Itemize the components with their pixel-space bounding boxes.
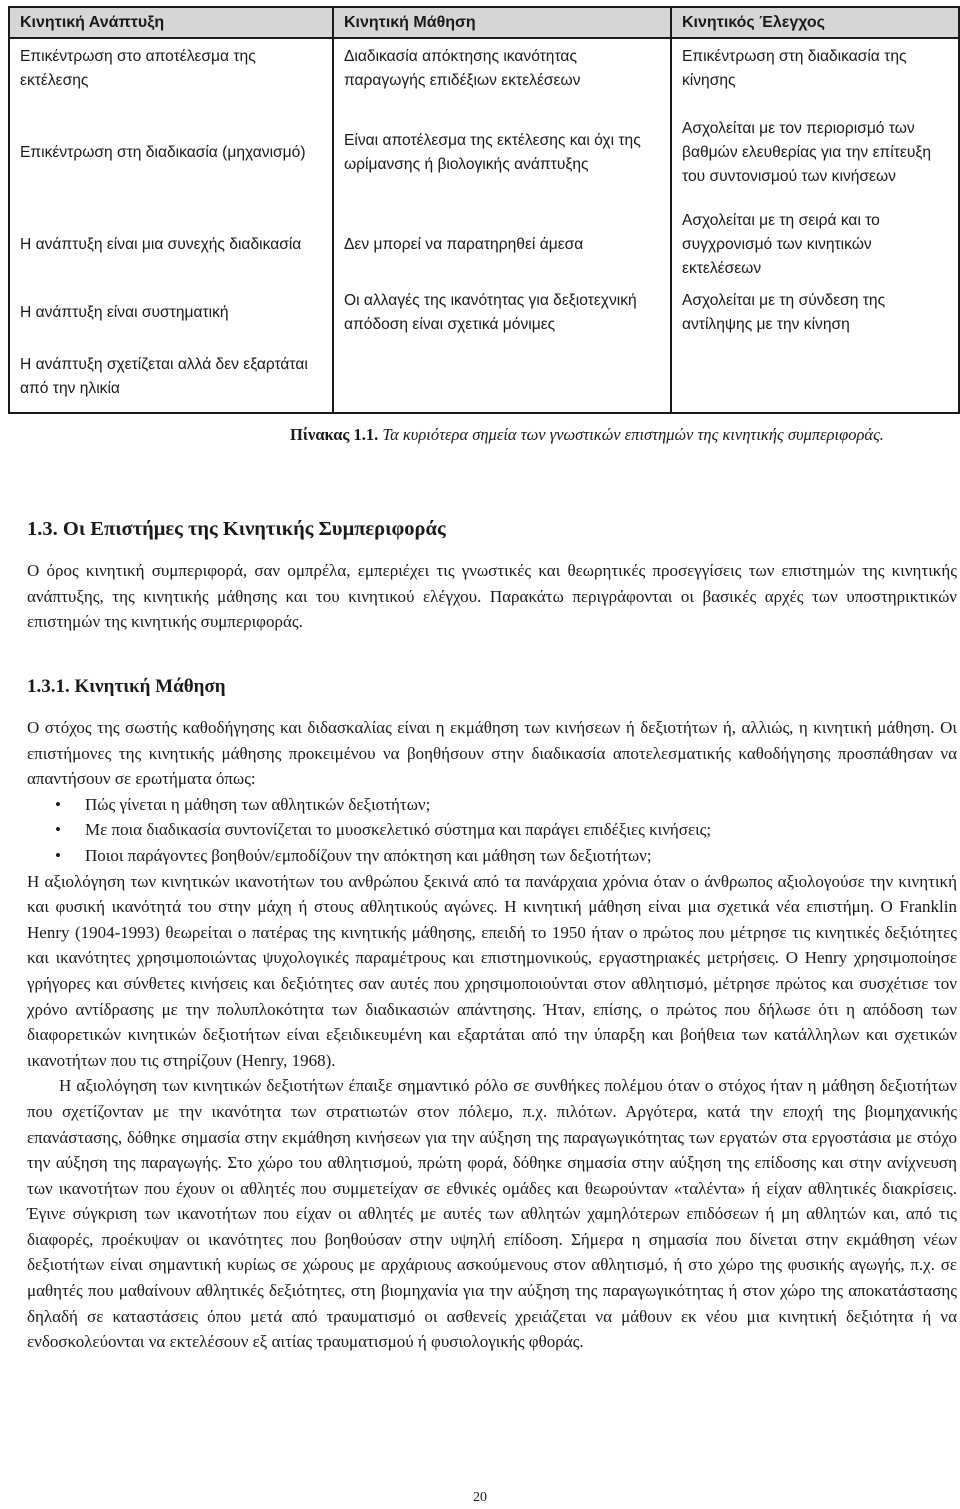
subsection-title: 1.3.1. Κινητική Μάθηση [27, 676, 226, 697]
header-motor-control: Κινητικός Έλεγχος [671, 7, 959, 38]
table-row [9, 283, 959, 342]
table-cell [671, 342, 959, 413]
table-caption [290, 424, 884, 446]
caption-label: Πίνακας 1.1. [290, 425, 379, 444]
kinetic-sciences-table [8, 6, 960, 414]
section-intro [27, 558, 957, 635]
table-cell: Ασχολείται με τη σειρά και το συγχρονισμό των κινητικών εκτελέσεων [671, 207, 959, 283]
table-cell: Η ανάπτυξη είναι συστηματική [9, 283, 333, 342]
table-cell: Είναι αποτέλεσμα της εκτέλεσης και όχι της ωρίμανσης ή βιολογικής ανάπτυξης [333, 99, 671, 207]
table-cell: Επικέντρωση στο αποτέλεσμα της εκτέλεσης [9, 38, 333, 99]
header-motor-development: Κινητική Ανάπτυξη [9, 7, 333, 38]
table-cell: Οι αλλαγές της ικανότητας για δεξιοτεχνική απόδοση είναι σχετικά μόνιμες [333, 283, 671, 342]
page-number: 20 [473, 1490, 487, 1505]
list-item: • Πώς γίνεται η μάθηση των αθλητικών δεξιοτήτων; [85, 792, 957, 818]
section-paragraph: Ο όρος κινητική συμπεριφορά, σαν ομπρέλα, εμπεριέχει τις γνωστικές και θεωρητικές προσεγγίσεις των επιστημών της κινητικής ανάπτυξης, της κινητικής μάθησης και του κινητικού ελέγχου. Παρακάτω περιγράφονται οι βασικές αρχές των υποστηρικτικών επιστημών της κινητικής συμπεριφοράς. [27, 561, 957, 632]
caption-text: Τα κυριότερα σημεία των γνωστικών επιστημών της κινητικής συμπεριφοράς. [382, 425, 884, 444]
table-row [9, 342, 959, 413]
question-list [27, 792, 957, 869]
table-cell: Η ανάπτυξη είναι μια συνεχής διαδικασία [9, 207, 333, 283]
table-row [9, 99, 959, 207]
subsection-paragraph-1: Ο στόχος της σωστής καθοδήγησης και διδασκαλίας είναι η εκμάθηση των κινήσεων ή δεξιοτήτων ή, αλλιώς, η κινητική μάθηση. Οι επιστήμονες της κινητικής μάθησης προκειμένου να βοηθήσουν στην διαδικασία αποτελεσματικής καθοδήγησης προσπάθησαν να απαντήσουν σε ερωτήματα όπως: [27, 718, 957, 789]
table-cell [333, 342, 671, 413]
table-cell: Επικέντρωση στη διαδικασία της κίνησης [671, 38, 959, 99]
subsection-paragraph-3: Η αξιολόγηση των κινητικών δεξιοτήτων έπαιξε σημαντικό ρόλο σε συνθήκες πολέμου όταν ο στόχος ήταν η μάθηση δεξιοτήτων που σχετίζονταν με την ικανότητα των στρατιωτών στον πόλεμο, π.χ. πιλότων. Αργότερα, κατά την εποχή της βιομηχανικής επανάστασης, δόθηκε σημασία στην εκμάθηση κινήσεων για την αύξηση της παραγωγικότητας των εργατών στα εργοστάσια με στόχο την αύξηση της παραγωγής. Στο χώρο του αθλητισμού, πρώτη φορά, δόθηκε σημασία στην αύξηση της επίδοσης και στην ανίχνευση των ικανοτήτων που έχουν οι αθλητές που συμμετείχαν σε εθνικές ομάδες και θεωρούνταν «ταλέντα» ή είχαν αθλητικές διακρίσεις. Έγινε σύγκριση των ικανοτήτων που είχαν οι αθλητές με αυτές των αθλητών χαμηλότερων επιδόσεων ή μη αθλητών και, από τις διαφορές, προέκυψαν οι ικανότητες που βοηθούσαν στην υψηλή επίδοση. Σήμερα η σημασία που δίνεται στην εκμάθηση νέων δεξιοτήτων είναι σημαντική κυρίως σε χώρους με αρχάριους ασκούμενους στον αθλητισμό, ή στο χώρο της φυσικής αγωγής, π.χ. σε μαθητές που μαθαίνουν αθλητικές δεξιότητες, στη βιομηχανία για την αύξηση της παραγωγικότητας ή στον χώρο της αποκατάστασης δηλαδή σε καταστάσεις όπου μετά από τραυματισμό οι ασθενείς χρειάζεται να μάθουν εκ νέου μια κινητική δεξιότητα ή να ενδοσκολεύονται να εκτελέσουν εξ αιτίας τραυματισμού ή φυσιολογικής φθοράς. [27, 1076, 957, 1352]
subsection-paragraph-2: Η αξιολόγηση των κινητικών ικανοτήτων του ανθρώπου ξεκινά από τα πανάρχαια χρόνια όταν ο άνθρωπος αξιολογούσε την κινητική και φυσική ικανότητά του στην μάχη ή στους αθλητικούς αγώνες. Η κινητική μάθηση είναι μια σχετικά νέα επιστήμη. Ο Franklin Henry (1904-1993) θεωρείται ο πατέρας της κινητικής μάθησης, επειδή το 1950 ήταν ο πρώτος που μέτρησε τις κινητικές δεξιότητες και ικανότητες χρησιμοποιώντας ψυχολογικές παραμέτρους και επιστημονικούς, εργαστηριακές μετρήσεις. Ο Henry χρησιμοποίησε γρήγορες και σύνθετες κινήσεις και δεξιότητες σαν αυτές που χρησιμοποιούνται στον αθλητισμό, μέτρησε πρώτος και συσχέτισε τον χρόνο αντίδρασης με την πολυπλοκότητα των διαδικασιών απάντησης. Ήταν, επίσης, ο πρώτος που δήλωσε ότι η απόδοση των διαφορετικών κινητικών δεξιοτήτων είναι εξειδικευμένη και εξαρτάται από την ύπαρξη και βοήθεια των κατάλληλων και σχετικών ικανοτήτων που τις στηρίζουν (Henry, 1968). [27, 871, 957, 1070]
table-header-row [9, 7, 959, 38]
table-cell: Δεν μπορεί να παρατηρηθεί άμεσα [333, 207, 671, 283]
table-cell: Ασχολείται με τη σύνδεση της αντίληψης με την κίνηση [671, 283, 959, 342]
table-cell: Διαδικασία απόκτησης ικανότητας παραγωγής επιδέξιων εκτελέσεων [333, 38, 671, 99]
header-motor-learning: Κινητική Μάθηση [333, 7, 671, 38]
table-cell: Ασχολείται με τον περιορισμό των βαθμών ελευθερίας για την επίτευξη του συντονισμού των κινήσεων [671, 99, 959, 207]
section-title: 1.3. Οι Επιστήμες της Κινητικής Συμπεριφοράς [27, 518, 446, 540]
list-item: • Με ποια διαδικασία συντονίζεται το μυοσκελετικό σύστημα και παράγει επιδέξιες κινήσεις; [85, 817, 957, 843]
table-row [9, 207, 959, 283]
table-row [9, 38, 959, 99]
list-item: • Ποιοι παράγοντες βοηθούν/εμποδίζουν την απόκτηση και μάθηση των δεξιοτήτων; [85, 843, 957, 869]
table-cell: Η ανάπτυξη σχετίζεται αλλά δεν εξαρτάται από την ηλικία [9, 342, 333, 413]
subsection-body [27, 715, 957, 1355]
table-cell: Επικέντρωση στη διαδικασία (μηχανισμό) [9, 99, 333, 207]
